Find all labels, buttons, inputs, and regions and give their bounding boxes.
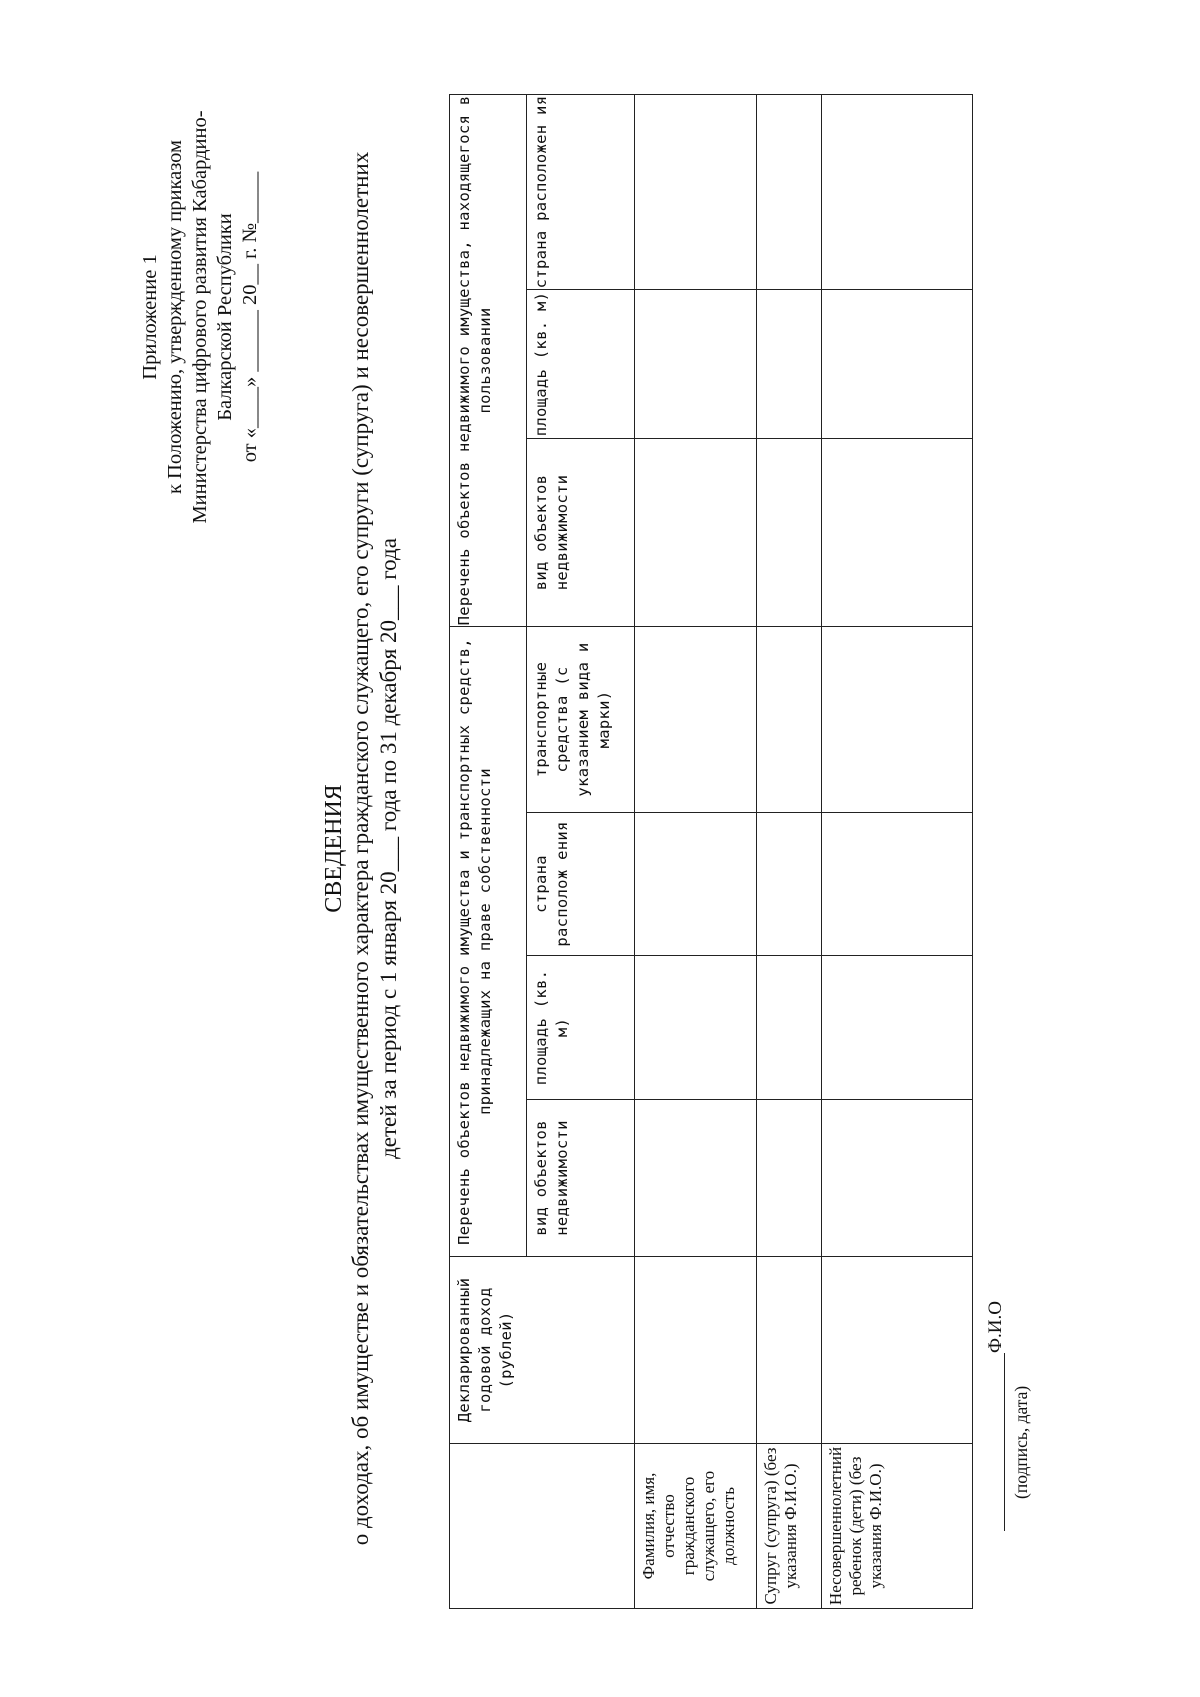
cell[interactable] [635,813,757,956]
row-label-spouse: Супруг (супруга) (без указания Ф.И.О.) [757,1444,822,1609]
header-empty-cell [450,1444,635,1609]
header-used-type: вид объектов недвижимости [527,439,635,627]
cell-income-children[interactable] [822,1257,973,1444]
appendix-line-1: Приложение 1 [139,254,161,380]
subtitle-line-2: детей за период с 1 января 20___ года по 31 декабря 20___ года [376,538,401,1159]
cell[interactable] [757,1100,822,1257]
cell[interactable] [635,956,757,1100]
table-row [635,94,757,1608]
document-title: СВЕДЕНИЯ [321,784,347,913]
cell[interactable] [635,290,757,439]
appendix-block [138,92,263,542]
cell[interactable] [757,627,822,813]
declaration-table [449,94,973,1609]
cell[interactable] [822,439,973,627]
cell[interactable] [822,94,973,289]
appendix-line-5: от «____» ______ 20__ г. №_____ [239,171,261,463]
signature-line [1004,1353,1005,1531]
header-owned-area: площадь (кв. м) [527,956,635,1100]
appendix-line-3: Министерства цифрового развития Кабардино- [189,110,211,524]
header-used-area: площадь (кв. м) [527,290,635,439]
cell[interactable] [822,627,973,813]
cell[interactable] [635,439,757,627]
cell[interactable] [822,290,973,439]
table-row [757,94,822,1608]
header-used-country: страна расположен ия [527,94,635,289]
row-label-children: Несовершеннолетний ребенок (дети) (без указания Ф.И.О.) [822,1444,973,1609]
row-label-servant: Фамилия, имя, отчество гражданского служащего, его должность [635,1444,757,1609]
cell-income-spouse[interactable] [757,1257,822,1444]
header-used-group: Перечень объектов недвижимого имущества, находящегося в пользовании [450,94,527,626]
cell-income-servant[interactable] [635,1257,757,1444]
cell[interactable] [635,627,757,813]
cell[interactable] [757,439,822,627]
document-subtitle [347,0,403,1697]
header-owned-type: вид объектов недвижимости [527,1100,635,1257]
appendix-line-2: к Положению, утвержденному приказом [164,139,186,495]
signature-caption: (подпись, дата) [1011,1385,1031,1499]
table-row [822,94,973,1608]
cell[interactable] [822,813,973,956]
header-income: Декларированный годовой доход (рублей) [450,1257,635,1444]
cell[interactable] [757,813,822,956]
header-owned-country: страна располож ения [527,813,635,956]
subtitle-line-1: о доходах, об имуществе и обязательствах имущественного характера гражданского служащего, его супруги (супруга) и несовершеннолетних [348,151,373,1546]
header-owned-vehicles: транспортные средства (с указанием вида и марки) [527,627,635,813]
cell[interactable] [822,1100,973,1257]
cell[interactable] [635,94,757,289]
cell[interactable] [635,1100,757,1257]
cell[interactable] [757,290,822,439]
header-owned-group: Перечень объектов недвижимого имущества и транспортных средств, принадлежащих на праве собственности [450,627,527,1257]
cell[interactable] [757,956,822,1100]
appendix-line-4: Балкарской Республики [214,213,236,421]
cell[interactable] [822,956,973,1100]
signature-fio: Ф.И.О [985,1301,1006,1353]
cell[interactable] [757,94,822,289]
